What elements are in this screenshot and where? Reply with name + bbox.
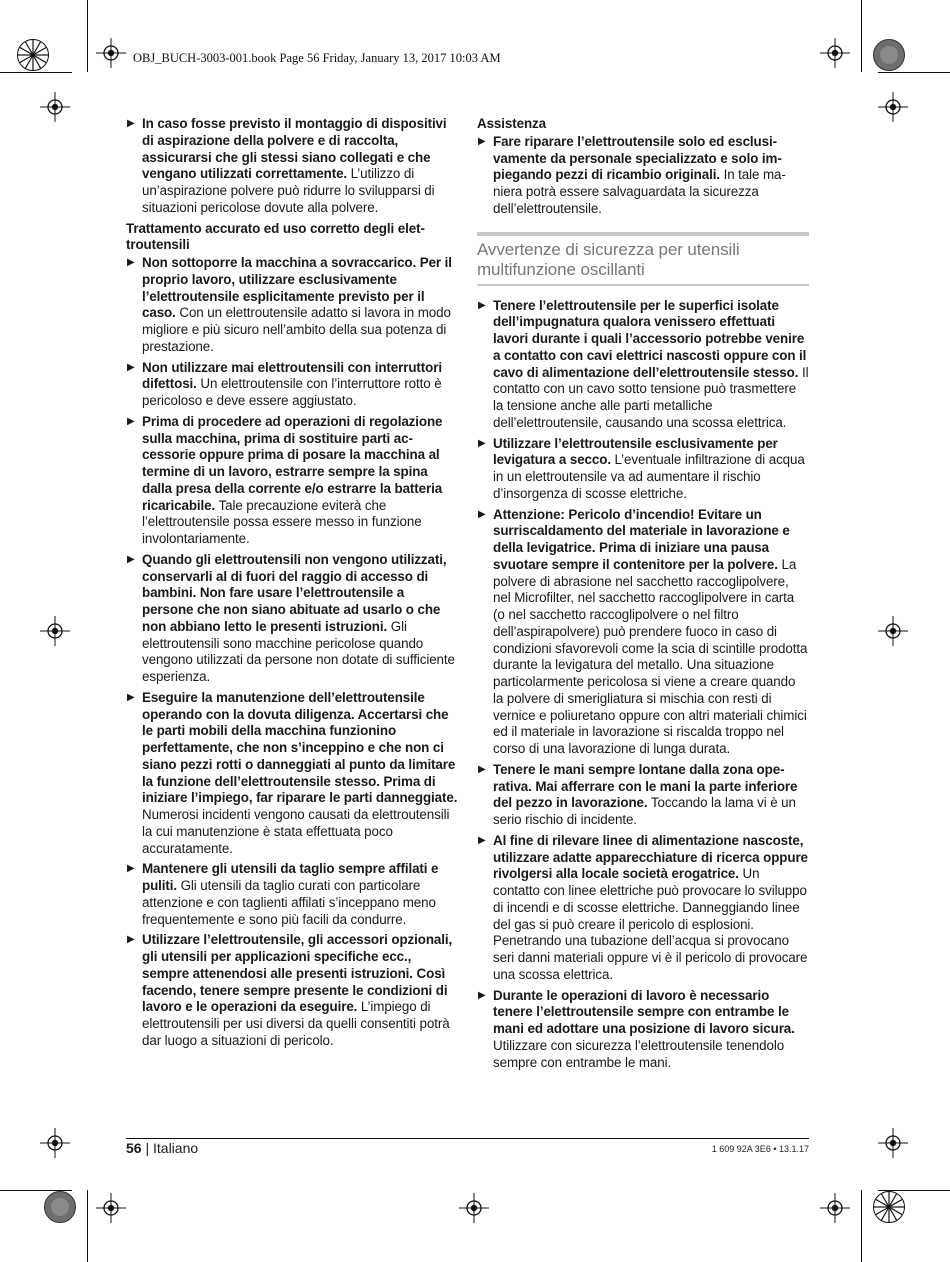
list-item [477, 833, 809, 984]
crop-mark [87, 0, 88, 72]
item-bold-text: Tenere l’elettroutensile per le superfici isolate dell’impugnatura qualora venissero effettuati lavori durante i quali l’accessorio potrebbe venire a contatto con cavi elettrici nascosti oppure con il cavo di alimentazione dell’elettroutensile stesso. [493, 297, 807, 380]
list-item [126, 552, 458, 686]
registration-mark-icon [878, 616, 908, 646]
registration-mark-icon [459, 1193, 489, 1223]
item-normal-text: Toccando la lama vi è un serio rischio di incidente. [493, 795, 796, 827]
section-title: Avvertenze di sicurezza per utensili multifunzione oscillanti [477, 239, 740, 279]
registration-mark-icon [878, 1128, 908, 1158]
triangle-right-icon: ▶ [478, 508, 486, 520]
item-normal-text: Un elettroutensile con l’interruttore rotto è pericoloso e deve essere aggiustato. [142, 376, 442, 408]
item-normal-text: La polvere di abrasione nel sacchetto raccoglipolvere, nel Microfilter, nel sacchetto raccoglipolvere in carta (o nel sacchetto raccoglipolvere o nel filtro dell’aspirapolvere) può prendere fuoco in caso di condizioni sfavorevoli come la scia di scintille prodotta durante la levigatura del metallo. Una situazione particolarmente pericolosa si viene a creare quando la polvere di smerigliatura si mischia con resti di vernice e poliuretano oppure con altri materiali chimici ed il materiale in lavorazione si riscalda troppo nel corso di una lavorazione di lunga durata. [493, 556, 808, 756]
list-item [126, 690, 458, 858]
crop-mark [861, 0, 862, 72]
item-normal-text: Con un elettroutensile adatto si lavora in modo migliore e più sicuro nell’ambito della sua potenza di prestazione. [142, 305, 451, 354]
triangle-right-icon: ▶ [127, 361, 135, 373]
triangle-right-icon: ▶ [127, 257, 135, 268]
list-item [126, 255, 458, 356]
section-subhead: Trattamento accurato ed uso corretto degli elettroutensili [126, 220, 425, 253]
list-item [477, 507, 809, 758]
registration-mark-icon [820, 1193, 850, 1223]
item-normal-text: Tale precauzione eviterà che l’elettroutensile possa essere messo in funzione involontariamente. [142, 497, 422, 546]
item-normal-text: Un contatto con linee elettriche può provocare lo sviluppo di incendi e di scosse elettriche. Danneggiando linee del gas si può creare il pericolo di esplosioni. Penetrando una tubazione dell’acqua si provocano seri danni materiali oppure vi è il pericolo di provocare una scossa elettrica. [493, 866, 808, 982]
registration-mark-icon [40, 616, 70, 646]
item-normal-text: Il contatto con un cavo sotto tensione può trasmettere la tensione anche alle parti metalliche dell’elettroutensile, causando una scossa elettrica. [493, 364, 809, 430]
list-item [126, 861, 458, 928]
footer-doc-code: 1 609 92A 3E6 • 13.1.17 [711, 1144, 809, 1154]
list-item [477, 988, 809, 1072]
registration-mark-icon [96, 38, 126, 68]
item-normal-text: Gli utensili da taglio curati con particolare attenzione e con taglienti affilati s’inceppano meno frequentemente e sono più facili da condurre. [142, 878, 436, 927]
item-normal-text: L’eventuale infiltrazione di acqua in un elettroutensile va ad aumentare il rischio d’insorgenza di scosse elettriche. [493, 452, 805, 501]
gray-target-icon [872, 38, 906, 72]
left-items-a [126, 116, 458, 217]
list-item [126, 932, 458, 1049]
section-header [477, 232, 809, 286]
crop-mark [878, 72, 950, 73]
item-bold-text: Prima di procedere ad operazioni di regolazione sulla macchina, prima di sostituire parti accessorie oppure prima di posare la macchina al termine di un lavoro, estrarre sempre la spina dalla presa della corrente e/o estrarre la batteria ricaricabile. [142, 413, 443, 513]
starburst-target-icon [16, 38, 50, 72]
triangle-right-icon: ▶ [127, 553, 135, 565]
registration-mark-icon [96, 1193, 126, 1223]
registration-mark-icon [820, 38, 850, 68]
triangle-right-icon: ▶ [127, 118, 135, 129]
item-bold-text: Al fine di rilevare linee di alimentazione nascoste, utilizzare adatte apparecchiature di ricerca oppure rivolgersi alla locale società erogatrice. [493, 832, 808, 882]
right-column [477, 116, 809, 1075]
list-item [477, 134, 809, 218]
item-bold-text: Tenere le mani sempre lontane dalla zona operativa. Mai afferrare con le mani la parte inferiore del pezzo in lavorazione. [493, 761, 798, 811]
item-bold-text: Non sottoporre la macchina a sovraccarico. Per il proprio lavoro, utilizzare esclusivamente l’elettroutensile esplicitamente previsto per il caso. [142, 255, 452, 321]
triangle-right-icon: ▶ [478, 834, 486, 846]
crop-mark [87, 1190, 88, 1262]
item-bold-text: Non utilizzare mai elettroutensili con interruttori difettosi. [142, 359, 442, 392]
right-items-b [477, 298, 809, 1072]
item-bold-text: Fare riparare l’elettroutensile solo ed esclusivamente da personale specializzato e solo impiegando pezzi di ricambio originali. [493, 133, 782, 183]
registration-mark-icon [878, 92, 908, 122]
triangle-right-icon: ▶ [127, 934, 135, 946]
item-normal-text: L’utilizzo di un’aspirazione polvere può ridurre lo svilupparsi di situazioni pericolose dovute alla polvere. [142, 166, 435, 215]
item-normal-text: Gli elettroutensili sono macchine pericolose quando vengono utilizzati da persone non dotate di sufficiente esperienza. [142, 618, 455, 684]
page-number: 56 [126, 1140, 142, 1156]
registration-mark-icon [40, 92, 70, 122]
triangle-right-icon: ▶ [478, 437, 486, 449]
item-normal-text: In tale maniera potrà essere salvaguardata la sicurezza dell’elettroutensile. [493, 167, 786, 216]
left-items-b [126, 255, 458, 1050]
triangle-right-icon: ▶ [478, 989, 486, 1001]
footer-separator: | [145, 1140, 150, 1156]
crop-mark [861, 1190, 862, 1262]
list-item [126, 116, 458, 217]
triangle-right-icon: ▶ [478, 763, 486, 775]
registration-mark-icon [40, 1128, 70, 1158]
right-items-a [477, 134, 809, 218]
print-slug: OBJ_BUCH-3003-001.book Page 56 Friday, January 13, 2017 10:03 AM [133, 51, 501, 65]
item-bold-text: Utilizzare l’elettroutensile, gli accessori opzionali, gli utensili per applicazioni specifiche ecc., sempre attenendosi alle presenti istruzioni. Così facendo, tenere sempre presente le condizioni di lavoro e le operazioni da eseguire. [142, 932, 453, 1015]
triangle-right-icon: ▶ [127, 863, 135, 875]
list-item [126, 414, 458, 548]
list-item [477, 762, 809, 829]
item-bold-text: Mantenere gli utensili da taglio sempre affilati e puliti. [142, 861, 439, 893]
footer-page-label [126, 1140, 198, 1156]
triangle-right-icon: ▶ [127, 415, 135, 427]
item-normal-text: Utilizzare con sicurezza l’elettroutensile tenendolo sempre con entrambe le mani. [493, 1037, 785, 1070]
triangle-right-icon: ▶ [127, 691, 135, 703]
item-bold-text: Quando gli elettroutensili non vengono utilizzati, conservarli al di fuori del raggio di accesso di bambini. Non fare usare l’elettroutensile a persone che non siano abituate ad usarlo o che non abbiano letto le presenti istruzioni. [142, 551, 447, 634]
item-bold-text: Durante le operazioni di lavoro è necessario tenere l’elettroutensile sempre con entrambe le mani ed adottare una posizione di lavoro sicura. [493, 987, 795, 1036]
item-normal-text: L’impiego di elettroutensili per usi diversi da quelli consentiti potrà dar luogo a situazioni di pericolo. [142, 999, 450, 1048]
triangle-right-icon: ▶ [478, 135, 486, 147]
section-subhead-assistenza: Assistenza [477, 116, 546, 131]
crop-mark [0, 72, 72, 73]
item-bold-text: Eseguire la manutenzione dell’elettroutensile operando con la dovuta diligenza. Accertarsi che le parti mobili della macchina funzionino perfettamente, che non s’inceppino e che non ci siano pezzi rotti o danneggiati al punto da limitare la funzione dell’elettroutensile stesso. Prima di iniziare l’impiego, far riparare le parti danneggiate. [142, 689, 458, 806]
left-column [126, 116, 458, 1054]
item-bold-text: Utilizzare l’elettroutensile esclusivamente per levigatura a secco. [493, 435, 778, 468]
gray-target-icon [43, 1190, 77, 1224]
list-item [477, 298, 809, 432]
item-bold-text: Attenzione: Pericolo d’incendio! Evitare un surriscaldamento del materiale in lavorazione e della levigatrice. Prima di iniziare una pausa svuotare sempre il contenitore per la polvere. [493, 506, 790, 572]
list-item [477, 436, 809, 503]
item-normal-text: Numerosi incidenti vengono causati da elettroutensili la cui manutenzione è stata effettuata poco accuratamente. [142, 807, 450, 856]
starburst-target-icon [872, 1190, 906, 1224]
list-item [126, 360, 458, 410]
triangle-right-icon: ▶ [478, 299, 486, 311]
footer-language: Italiano [153, 1140, 199, 1156]
footer-rule [126, 1138, 809, 1139]
item-bold-text: In caso fosse previsto il montaggio di dispositivi di aspirazione della polvere e di raccolta, assicurarsi che gli stessi siano collegati e che vengano utilizzati correttamente. [142, 116, 447, 182]
